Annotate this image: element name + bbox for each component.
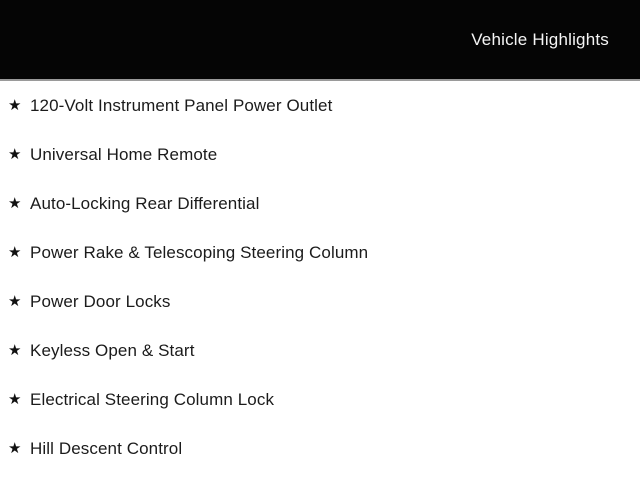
star-icon: ★ [8,342,22,359]
list-item [0,277,640,326]
header-bar [0,0,640,81]
feature-label: Power Door Locks [30,291,171,311]
list-item [0,130,640,179]
list-item [0,81,640,130]
feature-label: Electrical Steering Column Lock [30,389,275,409]
list-item [0,375,640,424]
list-item [0,228,640,277]
star-icon: ★ [8,195,22,212]
star-icon: ★ [8,97,22,114]
feature-label: Hill Descent Control [30,438,183,458]
star-icon: ★ [8,440,22,457]
star-icon: ★ [8,293,22,310]
feature-label: Auto-Locking Rear Differential [30,193,260,213]
star-icon: ★ [8,244,22,261]
feature-label: Universal Home Remote [30,144,218,164]
list-item [0,326,640,375]
star-icon: ★ [8,391,22,408]
feature-label: 120-Volt Instrument Panel Power Outlet [30,95,333,115]
feature-label: Keyless Open & Start [30,340,195,360]
feature-label: Power Rake & Telescoping Steering Column [30,242,369,262]
page-title: Vehicle Highlights [471,29,609,49]
feature-list [0,81,640,480]
list-item [0,179,640,228]
star-icon: ★ [8,146,22,163]
list-item [0,424,640,473]
